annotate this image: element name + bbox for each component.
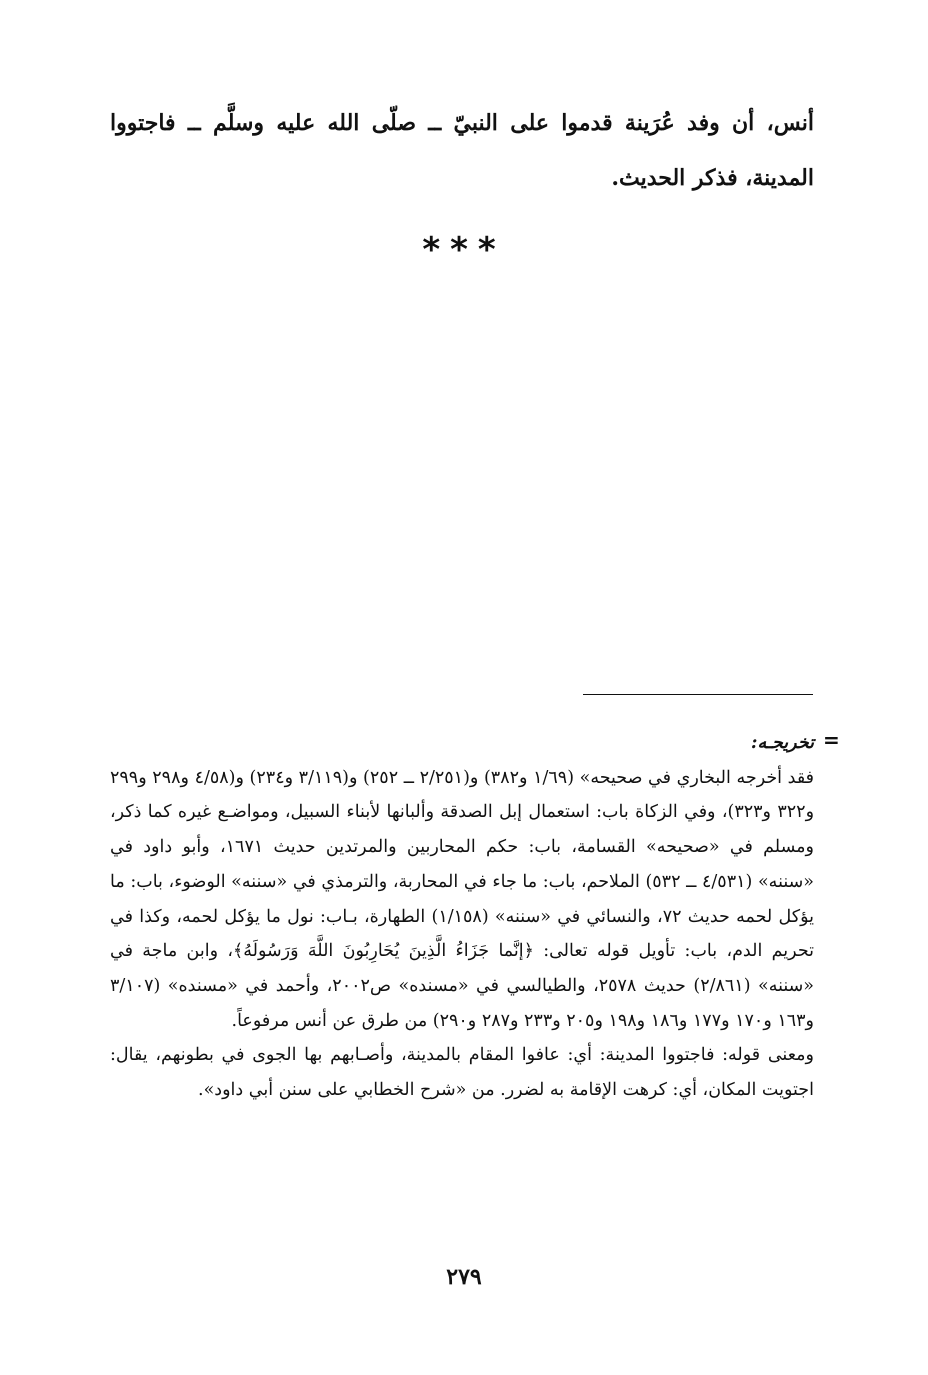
- continuation-mark: =: [823, 728, 840, 752]
- footnote-section: [110, 726, 814, 1108]
- section-separator: ***: [422, 230, 506, 270]
- page-number: ٢٧٩: [446, 1264, 482, 1290]
- footnote-heading: تخريجـه:: [751, 733, 814, 753]
- footnote-paragraph-takhrij: فقد أخرجه البخاري في صحيحه» (١/٦٩ و٣٨٢) و(٢/٢٥١ ــ ٢٥٢) و(٣/١١٩ و٢٣٤) و(٤/٥٨ و٢٩٨ و٢٩٩ و٣٢٢ و٣٢٣)، وفي الزكاة باب: استعمال إبل الصدقة وألبانها لأبناء السبيل، ومواضـع غيره كما ذكر، ومسلم في «صحيحه» القسامة، باب: حكم المحاربين والمرتدين حديث ١٦٧١، وأبو داود في «سننه» (٤/٥٣١ ــ ٥٣٢) الملاحم، باب: ما جاء في المحاربة، والترمذي في «سننه» الوضوء، باب: ما يؤكل لحمه حديث ٧٢، والنسائي في «سننه» (١/١٥٨) الطهارة، بـاب: نول ما يؤكل لحمه، وكذا في تحريم الدم، باب: تأويل قوله تعالى: ﴿إنَّما جَزَاءُ الَّذِينَ يُحَارِبُونَ اللَّهَ وَرَسُولَهُ﴾، وابن ماجة في «سننه» (٢/٨٦١) حديث ٢٥٧٨، والطيالسي في «مسنده» ص٢٠٠٢، وأحمد في «مسنده» (٣/١٠٧ و١٦٣ و١٧٠ و١٧٧ و١٨٦ و١٩٨ و٢٠٥ و٢٣٣ و٢٨٧ و٢٩٠) من طرق عن أنس مرفوعاً.: [110, 767, 815, 1031]
- footnote-divider: [583, 694, 813, 695]
- main-paragraph: أنس، أن وفد عُرَينة قدموا على النبيّ ــ صلّى الله عليه وسلَّم ــ فاجتووا المدينة، فذكر الحديث.: [110, 110, 814, 191]
- main-text: [110, 96, 814, 206]
- footnote-paragraph-meaning: ومعنى قوله: فاجتووا المدينة: أي: عافوا المقام بالمدينة، وأصـابهم بها الجوى في بطونهم، يقال: اجتويت المكان، أي: كرهت الإقامة به لضرر. من «شرح الخطابي على سنن أبي داود».: [110, 1045, 814, 1101]
